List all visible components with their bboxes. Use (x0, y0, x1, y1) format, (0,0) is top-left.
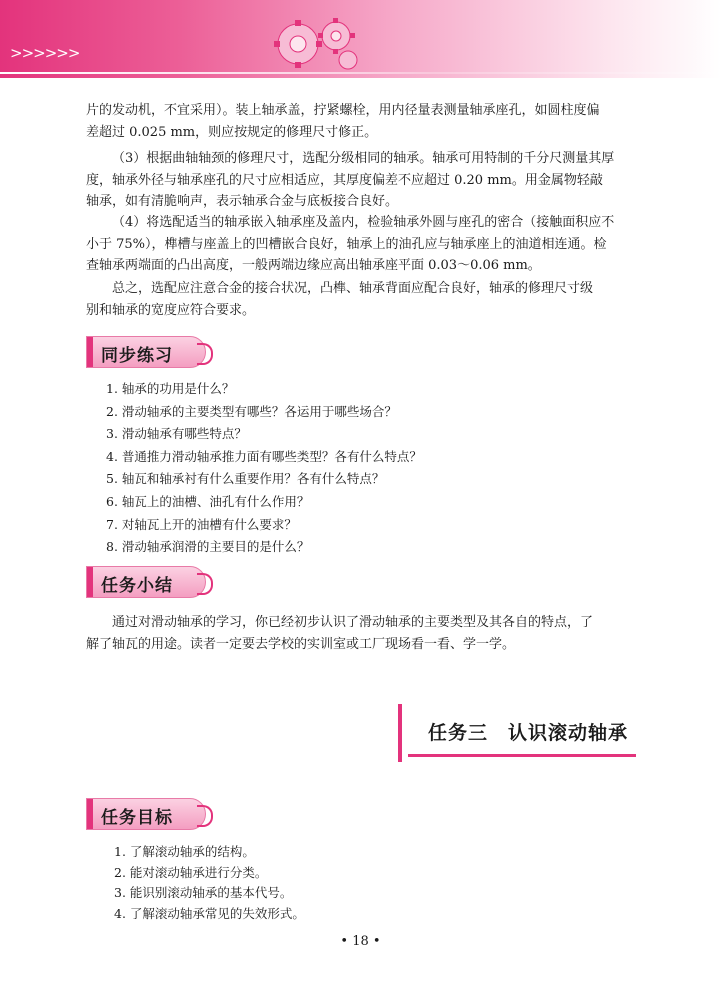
heading-tip (197, 343, 213, 365)
exercise-heading-text: 同步练习 (101, 346, 173, 366)
objectives-heading (86, 798, 206, 830)
text-line: 度，轴承外径与轴承座孔的尺寸应相适应，其厚度偏差不应超过 0.20 mm。用金属物轻敲 (86, 172, 603, 188)
paragraph-conclusion (86, 278, 646, 321)
page-header-band (0, 0, 721, 78)
summary-paragraph (86, 612, 646, 655)
list-item: 1. 轴承的功用是什么？ (106, 381, 235, 396)
list-item: 1. 了解滚动轴承的结构。 (114, 844, 255, 859)
summary-heading (86, 566, 206, 598)
text-line: 解了轴瓦的用途。读者一定要去学校的实训室或工厂现场看一看、学一学。 (86, 636, 516, 652)
text-line: 别和轴承的宽度应符合要求。 (86, 302, 256, 318)
list-item: 6. 轴瓦上的油槽、油孔有什么作用？ (106, 493, 310, 509)
list-item: 8. 滑动轴承润滑的主要目的是什么？ (106, 539, 310, 555)
list-item: 3. 滑动轴承有哪些特点？ (106, 426, 247, 442)
title-underline (408, 754, 636, 757)
paragraph-bearing-fitting (86, 100, 646, 143)
heading-tip (197, 573, 213, 595)
heading-cap (87, 799, 93, 829)
exercise-heading (86, 336, 206, 368)
task3-title-block (398, 704, 638, 766)
text-line: 通过对滑动轴承的学习，你已经初步认识了滑动轴承的主要类型及其各自的特点，了 (112, 615, 594, 630)
text-line: 小于 75%），榫槽与座盖上的凹槽嵌合良好，轴承上的油孔应与轴承座上的油道相连通。检 (86, 236, 607, 252)
header-arrows: >>>>>> (10, 44, 80, 62)
text-line: 片的发动机，不宜采用）。装上轴承盖，拧紧螺栓，用内径量表测量轴承座孔，如圆柱度偏 (86, 103, 600, 118)
summary-heading-text: 任务小结 (101, 576, 173, 596)
list-item: 2. 滑动轴承的主要类型有哪些？各运用于哪些场合？ (106, 403, 397, 419)
list-item: 2. 能对滚动轴承进行分类。 (114, 864, 268, 880)
list-item: 3. 能识别滚动轴承的基本代号。 (114, 885, 293, 901)
heading-cap (87, 337, 93, 367)
paragraph-step-4 (86, 212, 646, 277)
heading-cap (87, 567, 93, 597)
task3-title: 任务三 认识滚动轴承 (428, 722, 629, 744)
objectives-list (114, 842, 305, 924)
page-number: • 18 • (340, 934, 381, 949)
gears-icon (268, 12, 368, 74)
title-accent-bar (398, 704, 402, 762)
text-line: 差超过 0.025 mm，则应按规定的修理尺寸修正。 (86, 124, 378, 140)
heading-tip (197, 805, 213, 827)
text-line: （3）根据曲轴轴颈的修理尺寸，选配分级相同的轴承。轴承可用特制的千分尺测量其厚 (112, 151, 615, 166)
paragraph-step-3 (86, 148, 646, 213)
list-item: 4. 普通推力滑动轴承推力面有哪些类型？各有什么特点？ (106, 448, 422, 464)
objectives-heading-text: 任务目标 (101, 808, 173, 828)
text-line: 轴承，如有清脆响声，表示轴承合金与底板接合良好。 (86, 194, 399, 209)
exercise-list (106, 378, 422, 559)
list-item: 4. 了解滚动轴承常见的失效形式。 (114, 905, 305, 921)
list-item: 5. 轴瓦和轴承衬有什么重要作用？各有什么特点？ (106, 471, 385, 487)
text-line: 查轴承两端面的凸出高度，一般两端边缘应高出轴承座平面 0.03～0.06 mm。 (86, 258, 541, 273)
text-line: （4）将选配适当的轴承嵌入轴承座及盖内，检验轴承外圆与座孔的密合（接触面积应不 (112, 215, 615, 230)
text-line: 总之，选配应注意合金的接合状况，凸榫、轴承背面应配合良好，轴承的修理尺寸级 (112, 281, 594, 296)
list-item: 7. 对轴瓦上开的油槽有什么要求？ (106, 516, 297, 532)
